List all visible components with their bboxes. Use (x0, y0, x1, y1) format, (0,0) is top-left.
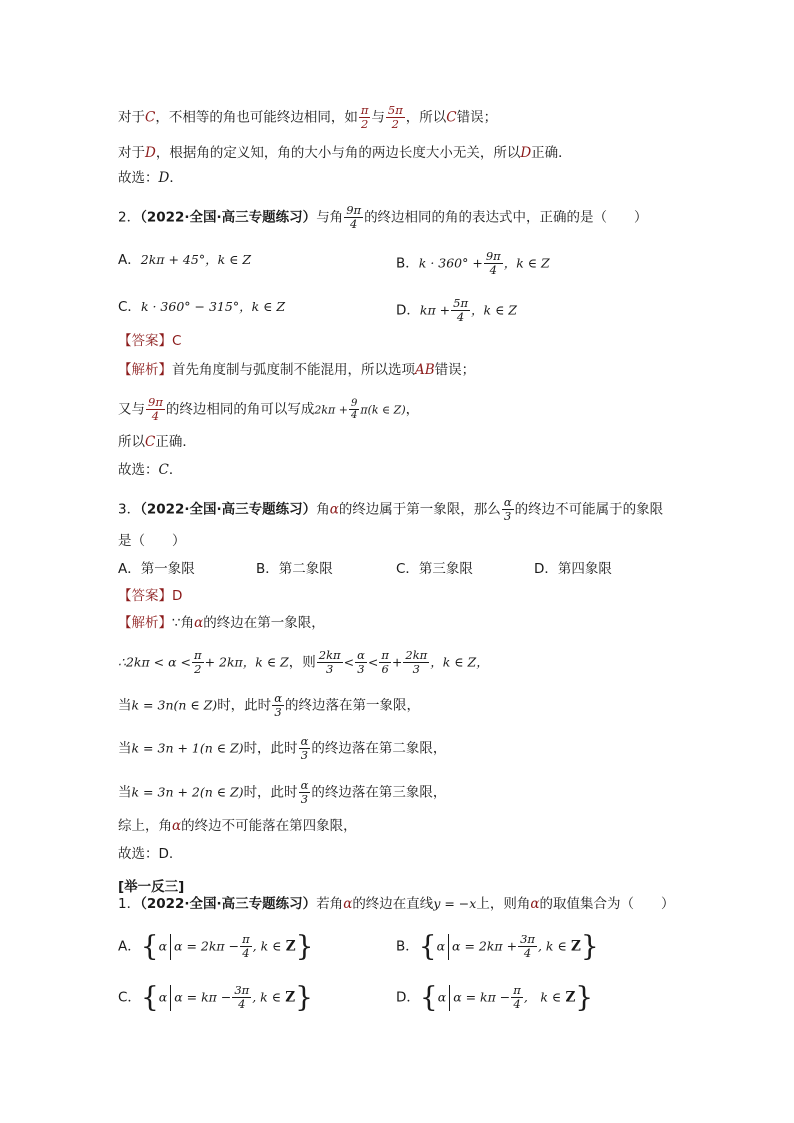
q2-option-b[interactable]: B．k · 360° + $\frac{9\pi}{4}$ ，k ∈ Z (396, 249, 550, 277)
q3-option-a[interactable]: A．第一象限 (118, 561, 195, 577)
set-divider (170, 985, 171, 1011)
q3-case-3: 当k = 3n + 2(n ∈ Z)时，此时 $\frac{\alpha}{3}$ 的终边落在第三象限， (118, 778, 447, 806)
fraction-9pi-over-4: $\frac{9\pi}{4}$ (485, 249, 501, 277)
fraction-9pi-over-4: $\frac{9\pi}{4}$ (346, 203, 362, 231)
q3-stem-cont: 是（ ） (118, 533, 186, 549)
fraction-3pi-over-4: $\frac{3\pi}{4}$ (520, 932, 535, 960)
fraction-2kpi-over-3: $\frac{2k\pi}{3}$ (318, 648, 341, 676)
fraction-pi-over-2: $\frac{\pi}{2}$ (194, 648, 202, 676)
q2-choose: 故选：C． (118, 462, 183, 478)
fraction-alpha-over-3: $\frac{\alpha}{3}$ (300, 778, 309, 806)
q3-case-1: 当k = 3n(n ∈ Z)时，此时 $\frac{\alpha}{3}$ 的终边落在第一象限， (118, 691, 420, 719)
fraction-3pi-over-4: $\frac{3\pi}{4}$ (234, 983, 250, 1011)
q3-answer: 【答案】D (118, 588, 183, 604)
fraction-alpha-over-3: $\frac{\alpha}{3}$ (503, 495, 512, 523)
q3-option-c[interactable]: C．第三象限 (396, 561, 473, 577)
q4-option-d[interactable]: D．{α α = kπ − $\frac{\pi}{4}$ , k ∈ Z} (396, 980, 594, 1014)
q2-answer: 【答案】C (118, 333, 182, 349)
fraction-pi-over-4: $\frac{\pi}{4}$ (513, 983, 521, 1011)
fraction-pi-over-2: $\frac{\pi}{2}$ (360, 103, 369, 131)
fraction-9pi-over-4: $\frac{9\pi}{4}$ (148, 395, 163, 423)
fraction-pi-over-6: $\frac{\pi}{6}$ (381, 648, 389, 676)
fraction-2kpi-over-3: $\frac{2k\pi}{3}$ (405, 648, 428, 676)
q3-option-d[interactable]: D．第四象限 (534, 561, 612, 577)
q4-option-c[interactable]: C．{α α = kπ − $\frac{3\pi}{4}$ , k ∈ Z} (118, 980, 313, 1014)
q4-option-b[interactable]: B．{α α = 2kπ + $\frac{3\pi}{4}$ , k ∈ Z} (396, 929, 599, 963)
q3-choose: 故选：D. (118, 846, 174, 862)
fraction-pi-over-4: $\frac{\pi}{4}$ (242, 932, 250, 960)
set-divider (448, 934, 449, 960)
q2-option-d[interactable]: D．kπ + $\frac{5\pi}{4}$ ，k ∈ Z (396, 296, 517, 324)
q3-option-b[interactable]: B．第二象限 (256, 561, 333, 577)
q3-analysis-1: 【解析】∵角α的终边在第一象限， (118, 615, 325, 631)
q3-stem: 3．（2022·全国·高三专题练习）角α的终边属于第一象限，那么 $\frac{\alpha}{3}$ 的终边不可能属于的象限 (118, 495, 664, 523)
fraction-9-over-4: $\frac{9}{4}$ (350, 398, 358, 421)
section-title: [举一反三] (118, 879, 185, 895)
q2-analysis-2: 又与 $\frac{9\pi}{4}$ 的终边相同的角可以写成2kπ + $\frac{9}{4}$ π(k ∈ Z)， (118, 395, 420, 423)
q4-option-a[interactable]: A．{α α = 2kπ − $\frac{\pi}{4}$ , k ∈ Z} (118, 929, 314, 963)
q3-inequality: ∴2kπ < α < $\frac{\pi}{2}$ + 2kπ，k ∈ Z，则 $\frac{2k\pi}{3}$ < $\frac{\alpha}{3}$ < $\frac{\pi}{6}$ + $\frac{2k\pi}{3}$ ，k ∈ Z， (118, 648, 489, 676)
fraction-alpha-over-3: $\frac{\alpha}{3}$ (300, 734, 309, 762)
q4-stem: 1．（2022·全国·高三专题练习）若角α的终边在直线y = −x上，则角α的取值集合为（ ） (118, 896, 675, 912)
set-divider (449, 985, 450, 1011)
q2-analysis-1: 【解析】首先角度制与弧度制不能混用，所以选项AB错误； (118, 362, 476, 378)
q2-option-a[interactable]: A．2kπ + 45°，k ∈ Z (118, 252, 252, 268)
q2-analysis-3: 所以C正确． (118, 434, 196, 450)
fraction-5pi-over-4: $\frac{5\pi}{4}$ (453, 296, 469, 324)
prev-line-c: 对于C，不相等的角也可能终边相同，如 $\frac{\pi}{2}$ 与 $\frac{5\pi}{2}$ ，所以C错误； (118, 103, 498, 131)
q2-option-c[interactable]: C．k · 360° − 315°，k ∈ Z (118, 299, 286, 315)
prev-choose: 故选：D． (118, 170, 183, 186)
q3-summary: 综上，角α的终边不可能落在第四象限， (118, 818, 357, 834)
q3-case-2: 当k = 3n + 1(n ∈ Z)时，此时 $\frac{\alpha}{3}$ 的终边落在第二象限， (118, 734, 447, 762)
prev-line-d: 对于D，根据角的定义知，角的大小与角的两边长度大小无关，所以D正确． (118, 145, 572, 161)
set-divider (170, 934, 171, 960)
fraction-alpha-over-3: $\frac{\alpha}{3}$ (357, 648, 365, 676)
fraction-5pi-over-2: $\frac{5\pi}{2}$ (387, 103, 403, 131)
fraction-alpha-over-3: $\frac{\alpha}{3}$ (274, 691, 282, 719)
q2-stem: 2．（2022·全国·高三专题练习）与角 $\frac{9\pi}{4}$ 的终边相同的角的表达式中，正确的是（ ） (118, 203, 648, 231)
